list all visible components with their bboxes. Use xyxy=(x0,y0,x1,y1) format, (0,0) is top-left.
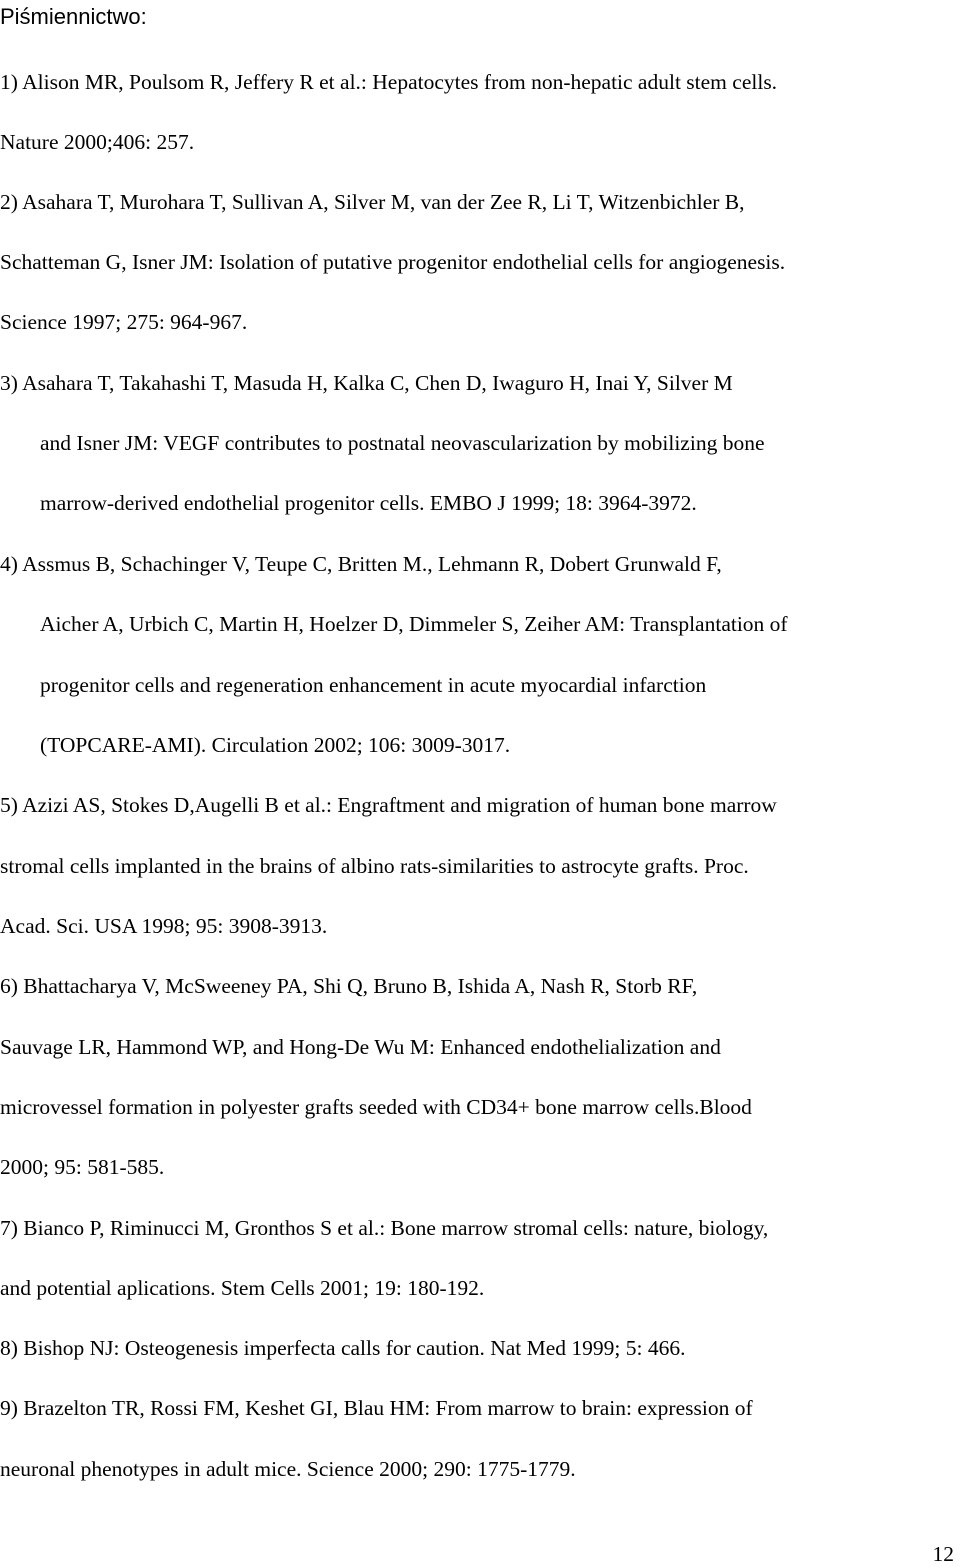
reference-line: Schatteman G, Isner JM: Isolation of putative progenitor endothelial cells for angiogenesis. xyxy=(0,250,786,274)
reference-line: Nature 2000;406: 257. xyxy=(0,130,195,154)
reference-line: 7) Bianco P, Riminucci M, Gronthos S et al.: Bone marrow stromal cells: nature, biology, xyxy=(0,1216,769,1240)
reference-line: Sauvage LR, Hammond WP, and Hong-De Wu M: Enhanced endothelialization and xyxy=(0,1035,721,1059)
reference-line: 1) Alison MR, Poulsom R, Jeffery R et al.: Hepatocytes from non-hepatic adult stem cells. xyxy=(0,70,778,94)
reference-line: Aicher A, Urbich C, Martin H, Hoelzer D, Dimmeler S, Zeiher AM: Transplantation of xyxy=(40,612,788,636)
reference-line: (TOPCARE-AMI). Circulation 2002; 106: 3009-3017. xyxy=(40,733,511,757)
reference-line: 5) Azizi AS, Stokes D,Augelli B et al.: Engraftment and migration of human bone marrow xyxy=(0,793,777,817)
reference-line: 3) Asahara T, Takahashi T, Masuda H, Kalka C, Chen D, Iwaguro H, Inai Y, Silver M xyxy=(0,371,733,395)
reference-line: stromal cells implanted in the brains of albino rats-similarities to astrocyte grafts. Proc. xyxy=(0,854,749,878)
reference-line: 2) Asahara T, Murohara T, Sullivan A, Silver M, van der Zee R, Li T, Witzenbichler B, xyxy=(0,190,745,214)
reference-line: microvessel formation in polyester grafts seeded with CD34+ bone marrow cells.Blood xyxy=(0,1095,752,1119)
reference-line: neuronal phenotypes in adult mice. Science 2000; 290: 1775-1779. xyxy=(0,1457,576,1481)
page-number: 12 xyxy=(932,1542,954,1566)
reference-line: and Isner JM: VEGF contributes to postnatal neovascularization by mobilizing bone xyxy=(40,431,765,455)
reference-line: 6) Bhattacharya V, McSweeney PA, Shi Q, Bruno B, Ishida A, Nash R, Storb RF, xyxy=(0,974,698,998)
reference-line: 2000; 95: 581-585. xyxy=(0,1155,165,1179)
reference-line: marrow-derived endothelial progenitor cells. EMBO J 1999; 18: 3964-3972. xyxy=(40,491,697,515)
reference-line: 9) Brazelton TR, Rossi FM, Keshet GI, Blau HM: From marrow to brain: expression of xyxy=(0,1396,753,1420)
reference-line: 8) Bishop NJ: Osteogenesis imperfecta calls for caution. Nat Med 1999; 5: 466. xyxy=(0,1336,686,1360)
reference-line: 4) Assmus B, Schachinger V, Teupe C, Britten M., Lehmann R, Dobert Grunwald F, xyxy=(0,552,722,576)
section-heading: Piśmiennictwo: xyxy=(0,4,147,29)
reference-line: progenitor cells and regeneration enhancement in acute myocardial infarction xyxy=(40,673,707,697)
reference-line: Science 1997; 275: 964-967. xyxy=(0,310,248,334)
reference-line: Acad. Sci. USA 1998; 95: 3908-3913. xyxy=(0,914,328,938)
reference-line: and potential aplications. Stem Cells 2001; 19: 180-192. xyxy=(0,1276,485,1300)
